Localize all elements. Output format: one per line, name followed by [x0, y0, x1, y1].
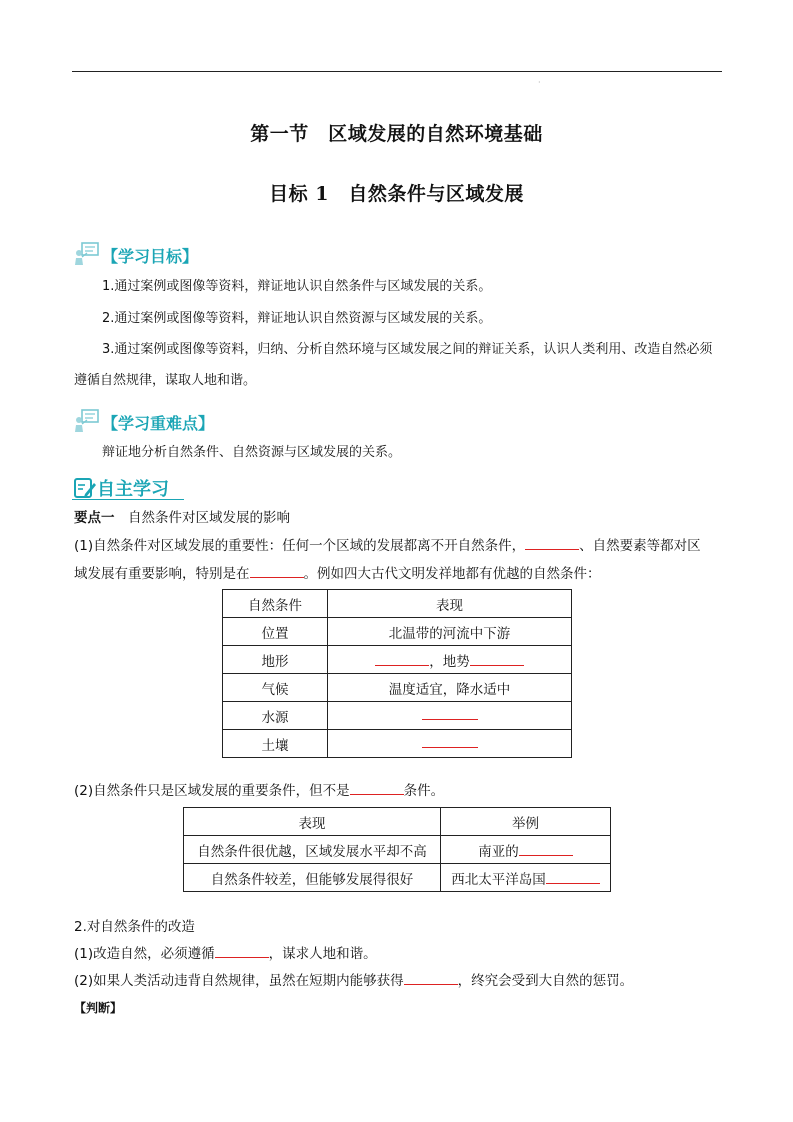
condition-cell: 气候: [223, 674, 328, 702]
table-row: [184, 864, 611, 892]
point2-p2-b: ，终究会受到大自然的惩罚。: [457, 973, 634, 989]
point1-title-bold: 要点一: [74, 510, 115, 526]
point1-p1-a: (1)自然条件对区域发展的重要性：任何一个区域的发展都离不开自然条件，: [74, 538, 526, 554]
fill-blank[interactable]: [470, 653, 524, 666]
expression-cell: [328, 702, 572, 730]
learning-goals-label: 【学习目标】: [102, 246, 199, 266]
table-row: [223, 646, 572, 674]
point1-p1-d: 。例如四大古代文明发祥地都有优越的自然条件：: [303, 566, 601, 582]
learning-goal-3: 3.通过案例或图像等资料，归纳、分析自然环境与区域发展之间的辩证关系，认识人类利用、改造自然必须遵循自然规律，谋取人地和谐。: [74, 342, 713, 388]
table-row: [223, 702, 572, 730]
condition-cell: 位置: [223, 618, 328, 646]
fill-blank[interactable]: [375, 653, 429, 666]
condition-cell: 地形: [223, 646, 328, 674]
header-dot: ·: [538, 78, 541, 87]
key-points-label: 【学习重难点】: [102, 413, 215, 433]
fill-blank[interactable]: [422, 735, 478, 748]
fill-blank[interactable]: [350, 782, 404, 795]
example-cell: [441, 864, 611, 892]
table-row: [223, 618, 572, 646]
example-text: 南亚的: [478, 843, 519, 860]
judge-label: 【判断】: [74, 1001, 123, 1015]
table-row: [223, 674, 572, 702]
point1-p1-b: 、自然要素等都对区: [579, 538, 701, 554]
expression-text: 温度适宜，降水适中: [388, 681, 511, 698]
learning-goal-2: 2.通过案例或图像等资料，辩证地认识自然资源与区域发展的关系。: [102, 311, 492, 326]
expression-cell: [328, 618, 572, 646]
fill-blank[interactable]: [250, 565, 304, 578]
header-cell: 表现: [184, 808, 441, 836]
teacher-board-icon: [74, 241, 100, 269]
point1-p1-line1: [74, 536, 701, 556]
point2-p1-a: (1)改造自然，必须遵循: [74, 946, 215, 962]
description-cell: 自然条件较差，但能够发展得很好: [184, 864, 441, 892]
point1-p2-a: (2)自然条件只是区域发展的重要条件，但不是: [74, 783, 350, 799]
expression-cell: [328, 646, 572, 674]
point1-p2: [74, 781, 444, 801]
goal-title: 目标 1 自然条件与区域发展: [269, 183, 524, 205]
learning-goals-heading: [74, 239, 198, 271]
point1-p1-c: 域发展有重要影响，特别是在: [74, 566, 250, 582]
point2-p1: [74, 944, 377, 964]
point2-p2: [74, 971, 633, 991]
fill-blank[interactable]: [404, 972, 458, 985]
table-row: [223, 730, 572, 758]
point2-p1-b: ，谋求人地和谐。: [268, 946, 377, 962]
point1-title: [74, 508, 290, 528]
self-study-underline: [72, 499, 184, 500]
fill-blank[interactable]: [546, 871, 600, 884]
teacher-board-icon: [74, 408, 100, 436]
condition-example-table: [183, 807, 611, 892]
ancient-civilization-table: [222, 589, 572, 758]
header-cell: 自然条件: [223, 590, 328, 618]
point1-p2-b: 条件。: [403, 783, 445, 799]
example-text: 西北太平洋岛国: [451, 871, 546, 888]
fill-blank[interactable]: [422, 707, 478, 720]
header-cell: 举例: [441, 808, 611, 836]
fill-blank[interactable]: [519, 843, 573, 856]
key-points-text: 辩证地分析自然条件、自然资源与区域发展的关系。: [102, 445, 402, 460]
expression-cell: [328, 730, 572, 758]
point2-p2-a: (2)如果人类活动违背自然规律，虽然在短期内能够获得: [74, 973, 404, 989]
point1-p1-line2: [74, 564, 601, 584]
example-cell: [441, 836, 611, 864]
section-title: 第一节 区域发展的自然环境基础: [250, 123, 543, 145]
condition-cell: 土壤: [223, 730, 328, 758]
fill-blank[interactable]: [525, 537, 579, 550]
self-study-heading: [73, 475, 169, 501]
self-study-label: 自主学习: [97, 479, 169, 500]
expression-text: ，地势: [429, 653, 470, 670]
expression-cell: [328, 674, 572, 702]
condition-cell: 水源: [223, 702, 328, 730]
edit-note-icon: [73, 476, 97, 500]
point2-title: 2.对自然条件的改造: [74, 919, 195, 935]
table-header-row: [184, 808, 611, 836]
header-cell: 表现: [328, 590, 572, 618]
fill-blank[interactable]: [215, 945, 269, 958]
header-rule: [72, 71, 722, 72]
learning-goal-1: 1.通过案例或图像等资料，辩证地认识自然条件与区域发展的关系。: [102, 279, 492, 294]
description-cell: 自然条件很优越，区域发展水平却不高: [184, 836, 441, 864]
table-header-row: [223, 590, 572, 618]
point1-title-text: 自然条件对区域发展的影响: [114, 510, 290, 526]
table-row: [184, 836, 611, 864]
key-points-heading: [74, 406, 214, 438]
expression-text: 北温带的河流中下游: [388, 625, 511, 642]
